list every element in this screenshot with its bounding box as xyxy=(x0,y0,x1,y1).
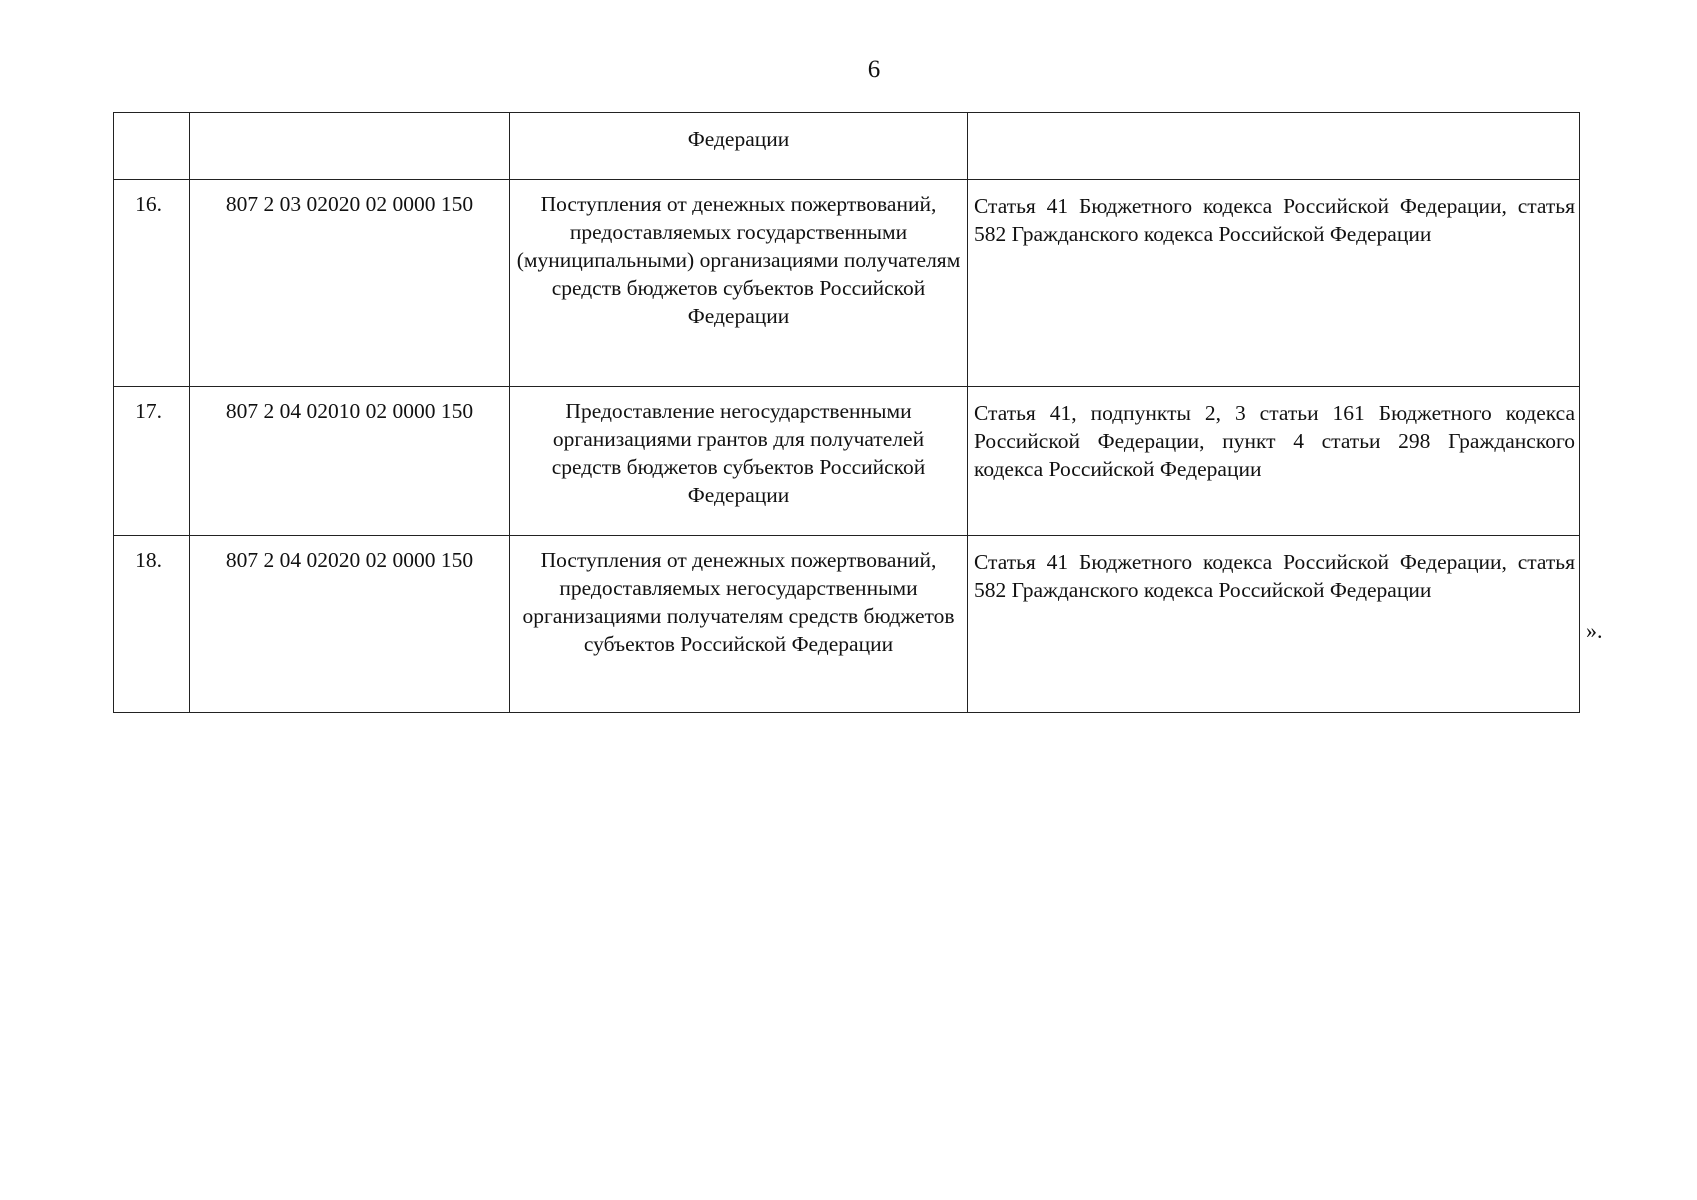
cell-num: 18. xyxy=(114,536,190,713)
cell-num: 16. xyxy=(114,180,190,387)
revenue-codes-table xyxy=(113,112,1580,713)
closing-quote-mark: ». xyxy=(1586,618,1603,643)
cell-basis xyxy=(968,113,1580,180)
cell-code: 807 2 04 02020 02 0000 150 xyxy=(190,536,510,713)
table-row xyxy=(114,536,1580,713)
cell-name: Поступления от денежных пожертвований, предоставляемых негосударственными организациями получателям средств бюджетов субъектов Российской Федерации xyxy=(510,536,968,713)
cell-basis: Статья 41, подпункты 2, 3 статьи 161 Бюджетного кодекса Российской Федерации, пункт 4 статьи 298 Гражданского кодекса Российской Федерации xyxy=(968,387,1580,536)
cell-name: Предоставление негосударственными организациями грантов для получателей средств бюджетов субъектов Российской Федерации xyxy=(510,387,968,536)
cell-name: Поступления от денежных пожертвований, предоставляемых государственными (муниципальными) организациями получателям средств бюджетов субъектов Российской Федерации xyxy=(510,180,968,387)
page-number: 6 xyxy=(867,56,881,83)
cell-code: 807 2 04 02010 02 0000 150 xyxy=(190,387,510,536)
table-row xyxy=(114,180,1580,387)
cell-code xyxy=(190,113,510,180)
table-row-continuation xyxy=(114,113,1580,180)
cell-num xyxy=(114,113,190,180)
cell-basis: Статья 41 Бюджетного кодекса Российской Федерации, статья 582 Гражданского кодекса Российской Федерации xyxy=(968,536,1580,713)
cell-basis: Статья 41 Бюджетного кодекса Российской Федерации, статья 582 Гражданского кодекса Российской Федерации xyxy=(968,180,1580,387)
cell-num: 17. xyxy=(114,387,190,536)
table-row xyxy=(114,387,1580,536)
cell-code: 807 2 03 02020 02 0000 150 xyxy=(190,180,510,387)
cell-name: Федерации xyxy=(510,113,968,180)
